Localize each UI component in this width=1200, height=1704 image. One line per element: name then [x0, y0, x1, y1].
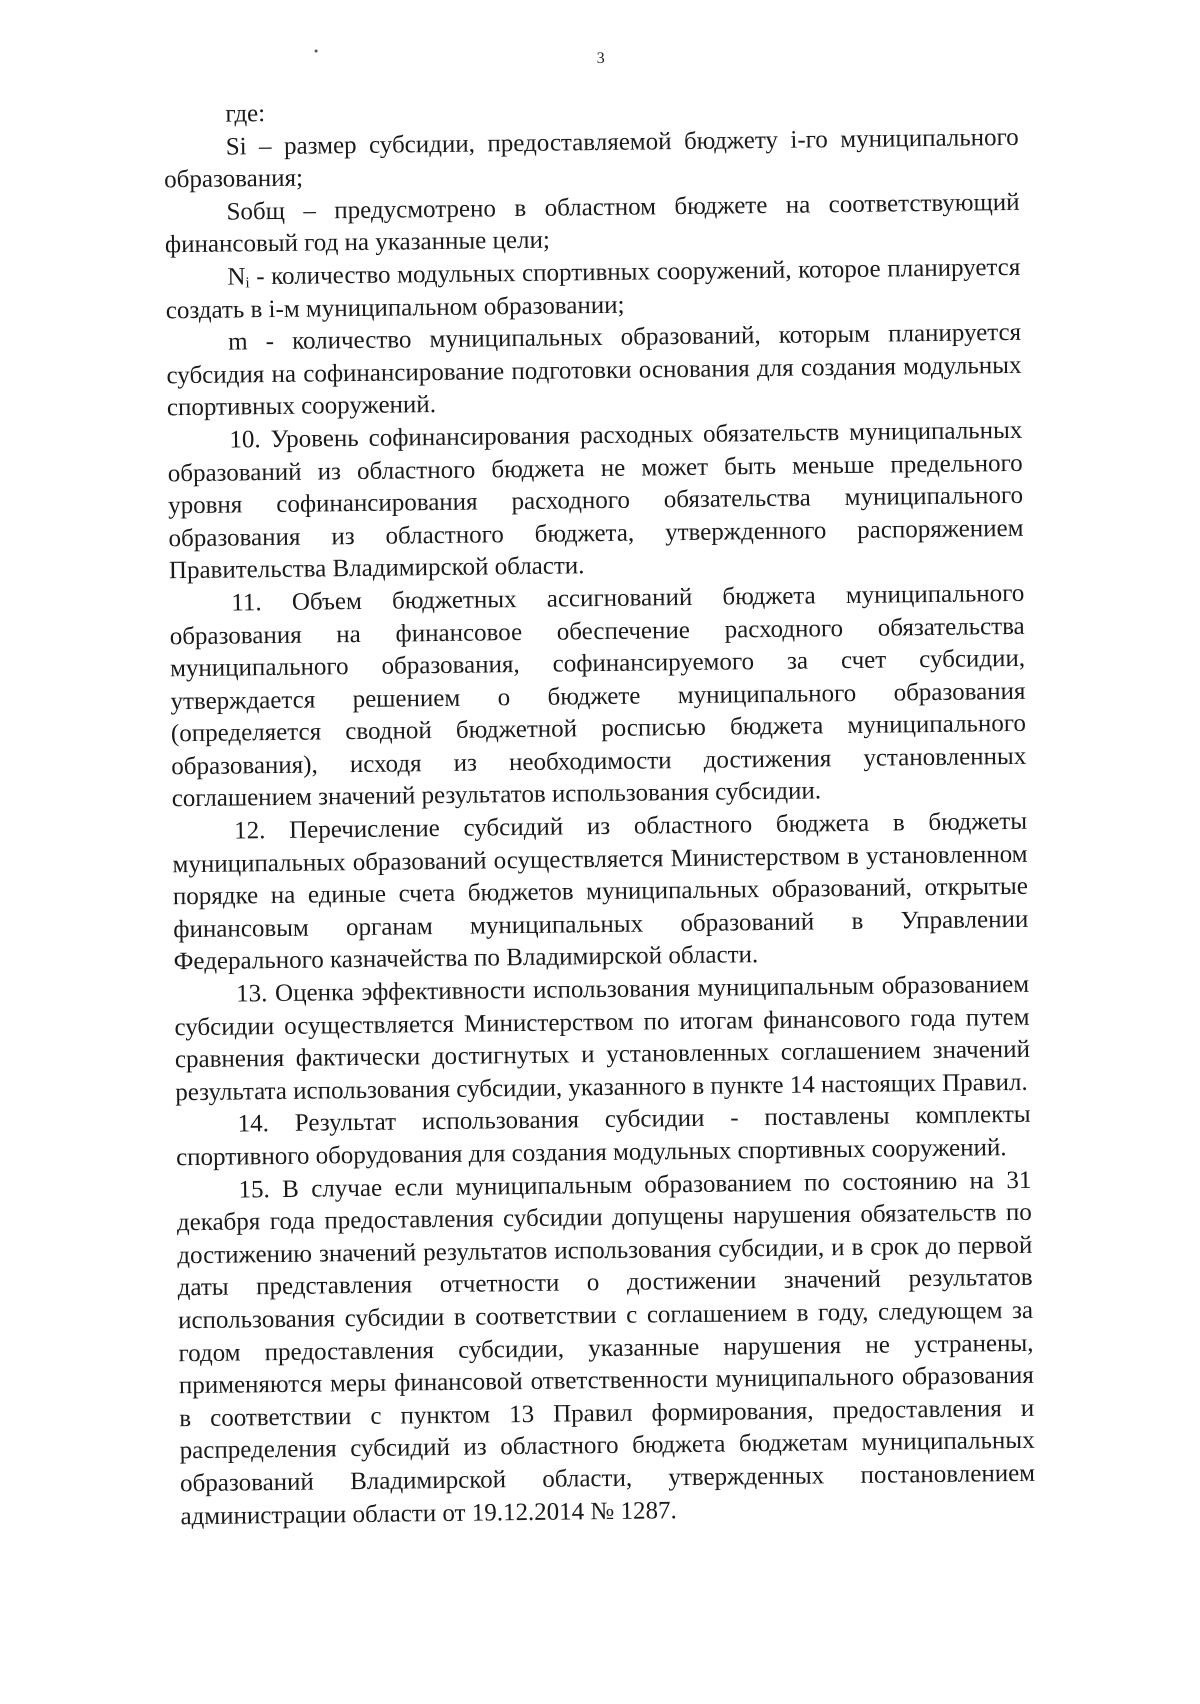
symbol-m: m — [227, 328, 248, 356]
clause-number: 13. — [235, 980, 268, 1008]
page-number: 3 — [596, 49, 605, 68]
clause-14 — [176, 1099, 1032, 1175]
clause-number: 11. — [231, 589, 262, 617]
definition-m — [166, 317, 1022, 425]
clause-text: Оценка эффективности использования муниципальным образованием субсидии осуществляется Министерством по итогам финансового года путем сравнения фактически достигнутых и установленных соглашением значений результата использования субсидии, указанного в пункте 14 настоящих Правил. — [174, 970, 1031, 1107]
clause-15 — [176, 1164, 1035, 1533]
clause-11 — [169, 578, 1027, 817]
definition-si-text: – размер субсидии, предоставляемой бюджету i-го муниципального образования; — [164, 123, 1019, 194]
clause-number: 12. — [233, 817, 266, 845]
symbol-n: N — [227, 263, 246, 291]
clause-text: Перечисление субсидий из областного бюджета в бюджеты муниципальных образований осуществляется Министерством в установленном порядке на единые счета бюджетов муниципальных образований, открытые финансовым органам муниципальных образований в Управлении Федерального казначейства по Владимирской области. — [172, 807, 1029, 976]
definition-ni-text: - количество модульных спортивных сооружений, которое планируется создать в i-м муниципальном образовании; — [165, 253, 1021, 324]
clause-number: 14. — [237, 1110, 270, 1138]
definition-m-text: - количество муниципальных образований, которым планируется субсидия на софинансирование подготовки основания для создания модульных спортивных сооружений. — [166, 319, 1022, 422]
clause-12 — [172, 806, 1029, 979]
definition-ni — [165, 252, 1021, 328]
clause-text: Результат использования субсидии - поставлены комплекты спортивного оборудования для создания модульных спортивных сооружений. — [175, 1101, 1031, 1172]
symbol-si: Si — [225, 132, 247, 161]
definition-sobsh — [164, 187, 1020, 263]
symbol-n-subscript: i — [245, 275, 250, 292]
clause-10 — [167, 415, 1024, 588]
document-body — [163, 89, 1035, 1533]
scan-speck — [315, 49, 318, 52]
clause-text: В случае если муниципальным образованием по состоянию на 31 декабря года предоставления субсидии допущены нарушения обязательств по достижению значений результатов использования субсидии, и в срок до первой даты представления отчетности о достижении значений результатов использования субсидии в соответствии с соглашением в году, следующем за годом предоставления субсидии, указанные нарушения не устранены, применяются меры финансовой ответственности муниципального образования в соответствии с пунктом 13 Правил формирования, предоставления и распределения субсидий из областного бюджета бюджетам муниципальных образований Владимирской области, утвержденных постановлением администрации области от 19.12.2014 № 1287. — [176, 1166, 1036, 1530]
clause-text: Уровень софинансирования расходных обязательств муниципальных образований из областного бюджета не может быть меньше предельного уровня софинансирования расходного обязательства муниципального образования из областного бюджета, утвержденного распоряжением Правительства Владимирской области. — [167, 416, 1024, 585]
clause-number: 10. — [229, 426, 261, 454]
definition-si — [164, 121, 1020, 197]
clause-number: 15. — [238, 1175, 270, 1204]
clause-13 — [174, 969, 1031, 1110]
where-text: где: — [225, 100, 266, 128]
definition-sobsh-text: – предусмотрено в областном бюджете на соответствующий финансовый год на указанные цели; — [164, 188, 1020, 259]
clause-text: Объем бюджетных ассигнований бюджета муниципального образования на финансовое обеспечение расходного обязательства муниципального образования, софинансируемого за счет субсидии, утверждается решением о бюджете муниципального образования (определяется сводной бюджетной росписью бюджета муниципального образования), исходя из необходимости достижения установленных соглашением значений результатов использования субсидии. — [169, 579, 1027, 813]
symbol-sobsh: Sобщ — [226, 197, 286, 226]
